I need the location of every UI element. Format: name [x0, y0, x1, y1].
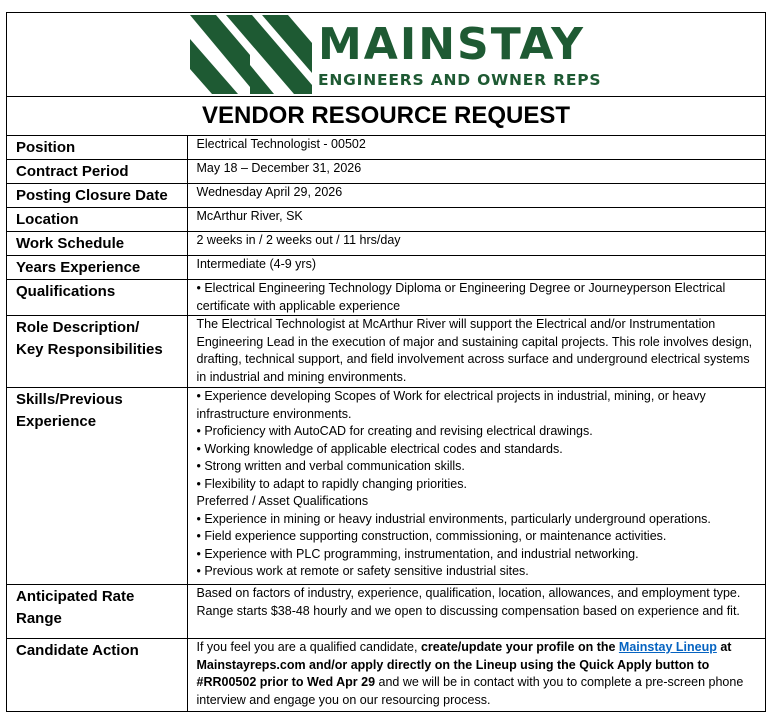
skills-label-line-2: Experience	[16, 413, 97, 430]
rate-label-line-2: Range	[16, 610, 62, 627]
row-label-action: Candidate Action	[7, 639, 187, 711]
logo-header	[7, 13, 765, 97]
row-value-qualifications: • Electrical Engineering Technology Diploma or Engineering Degree or Journeyperson Electrical certificate with applicable experience	[187, 280, 765, 316]
table-row	[7, 256, 765, 280]
row-value-contract: May 18 – December 31, 2026	[187, 160, 765, 184]
skill-item: • Proficiency with AutoCAD for creating and revising electrical drawings.	[196, 424, 593, 438]
table-row	[7, 208, 765, 232]
row-label-role	[7, 316, 187, 388]
skill-item: • Strong written and verbal communication skills.	[196, 459, 465, 473]
row-label-experience: Years Experience	[7, 256, 187, 280]
row-label-rate	[7, 585, 187, 639]
mainstay-lineup-link[interactable]: Mainstay Lineup	[618, 640, 717, 654]
row-value-closure: Wednesday April 29, 2026	[187, 184, 765, 208]
row-label-position: Position	[7, 136, 187, 160]
row-value-experience: Intermediate (4-9 yrs)	[187, 256, 765, 280]
vendor-resource-request-sheet	[6, 12, 766, 712]
skill-item: • Flexibility to adapt to rapidly changing priorities.	[196, 476, 467, 491]
row-label-location: Location	[7, 208, 187, 232]
brand-name: MAINSTAY	[318, 19, 586, 70]
table-row	[7, 388, 765, 585]
table-row	[7, 316, 765, 388]
preferred-item: • Field experience supporting construction, commissioning, or maintenance activities.	[196, 529, 667, 543]
row-label-contract: Contract Period	[7, 160, 187, 184]
request-table	[7, 136, 765, 711]
role-label-line-2: Key Responsibilities	[16, 341, 163, 358]
row-value-position: Electrical Technologist - 00502	[196, 137, 366, 151]
action-text-apply: at Mainstayreps.com and/or apply directly on the Lineup using the Quick Apply button to #RR00502 prior to Wed Apr 29	[196, 640, 732, 689]
row-label-schedule: Work Schedule	[7, 232, 187, 256]
row-value-schedule: 2 weeks in / 2 weeks out / 11 hrs/day	[187, 232, 765, 256]
row-value-skills	[187, 388, 765, 585]
row-value-rate: Based on factors of industry, experience, qualification, location, allowances, and employment type. Range starts $38-48 hourly and we open to discussing compensation based on experience and fit.	[187, 585, 765, 639]
action-text-intro: If you feel you are a qualified candidate,	[196, 640, 421, 654]
action-text-create: create/update your profile on the	[420, 640, 619, 654]
role-label-line-1: Role Description/	[16, 319, 140, 336]
table-row	[7, 160, 765, 184]
preferred-item: • Experience with PLC programming, instrumentation, and industrial networking.	[196, 546, 639, 561]
skill-item: • Working knowledge of applicable electrical codes and standards.	[196, 441, 563, 456]
table-row	[7, 585, 765, 639]
skill-item: • Experience developing Scopes of Work for electrical projects in industrial, mining, or heavy infrastructure environments.	[196, 389, 706, 421]
row-label-skills	[7, 388, 187, 585]
preferred-item: • Previous work at remote or safety sensitive industrial sites.	[196, 564, 529, 578]
table-row	[7, 184, 765, 208]
skills-label-line-1: Skills/Previous	[16, 391, 123, 408]
brand-tagline: ENGINEERS AND OWNER REPS	[318, 71, 602, 89]
action-text-closing: and we will be in contact with you to complete a pre-screen phone interview and engage you on our resourcing process.	[196, 675, 744, 707]
page-title: VENDOR RESOURCE REQUEST	[7, 97, 765, 136]
row-label-closure: Posting Closure Date	[7, 184, 187, 208]
row-label-qualifications: Qualifications	[7, 280, 187, 316]
rate-label-line-1: Anticipated Rate	[16, 588, 135, 605]
row-value-location: McArthur River, SK	[187, 208, 765, 232]
table-row	[7, 280, 765, 316]
mainstay-logo	[190, 15, 600, 94]
row-value-role: The Electrical Technologist at McArthur River will support the Electrical and/or Instrumentation Engineering Lead in the execution of major and sustaining capital projects. This role involves design, drafting, technical support, and field involvement across surface and underground electrical systems in industrial and mining environments.	[187, 316, 765, 388]
mainstay-mark-icon	[190, 15, 312, 94]
preferred-item: • Experience in mining or heavy industrial environments, particularly underground operations.	[196, 511, 711, 526]
table-row	[7, 232, 765, 256]
preferred-heading: Preferred / Asset Qualifications	[196, 494, 369, 508]
table-row	[7, 136, 765, 160]
